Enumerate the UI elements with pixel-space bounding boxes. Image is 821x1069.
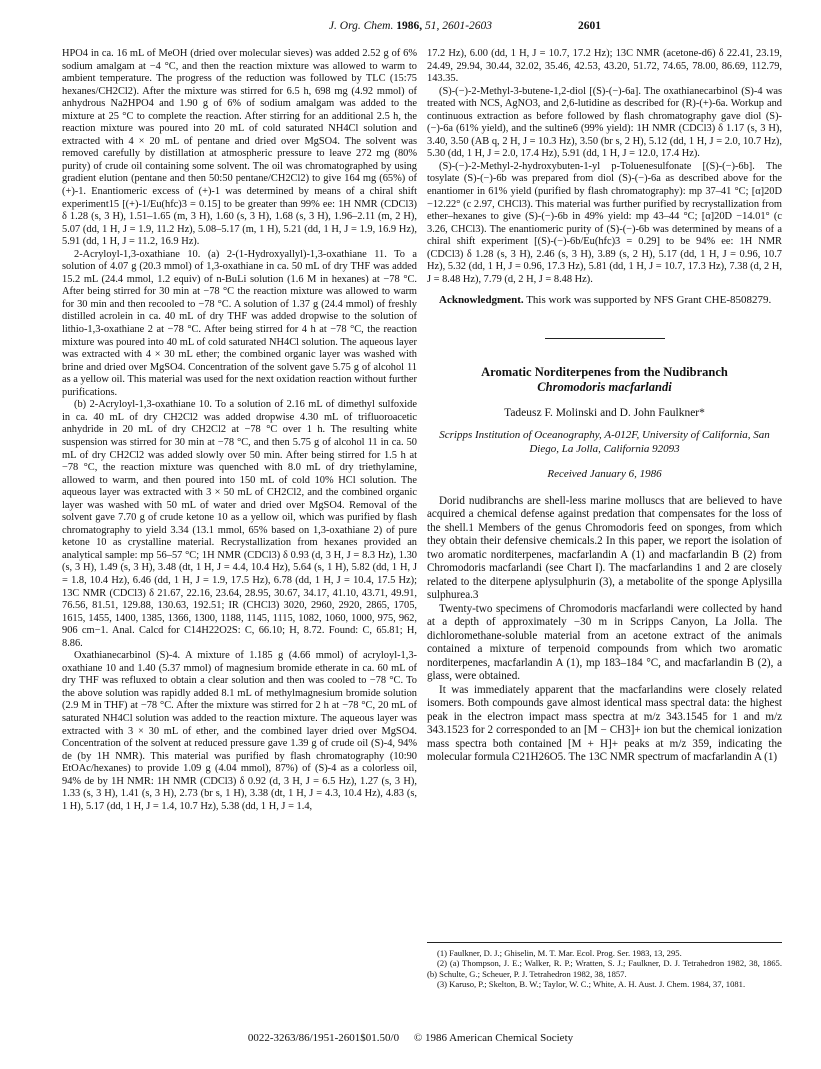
experimental-paragraph: 17.2 Hz), 6.00 (dd, 1 H, J = 10.7, 17.2 Hz); 13C NMR (acetone-d6) δ 22.41, 23.19, 24.49, 29.94, 30.44, 32.02, 35.46, 42.53, 43.20, 51.72, 74.65, 78.00, 86.69, 112.79, 143.35.	[427, 48, 782, 85]
experimental-paragraph: Oxathianecarbinol (S)-4. A mixture of 1.185 g (4.66 mmol) of acryloyl-1,3-oxathiane 10 and 1.40 (5.37 mmol) of magnesium bromide etherate in ca. 60 mL of dry THF was refluxed to obtain a clear solution and then was cooled to −78 °C. To the above solution was rapidly added 8.1 mL of methylmagnesium bromide solution (2.9 M in THF) at −78 °C. After the mixture was stirred for 2 h at −78 °C, 20 mL of saturated NH4Cl solution was added to the reaction mixture. The aqueous layer was extracted with 3 × 30 mL of ether, and the combined layer dried over MgSO4. Concentration of the solvent at reduced pressure gave 1.39 g of crude oil (S)-4, 94% de (by 1H NMR). This material was purified by flash chromatography (10:90 EtOAc/hexanes) to provide 1.09 g (4.04 mmol), 87%) of (S)-4 as a colorless oil, 94% de by 1H NMR: 1H NMR (CDCl3) δ 0.92 (d, 3 H, J = 6.5 Hz), 1.27 (s, 3 H), 1.33 (s, 3 H), 1.41 (s, 3 H), 2.73 (br s, 1 H), 3.38 (dt, 1 H, J = 4.3, 10.4 Hz), 4.83 (s, 1 H), 5.17 (dd, 1 H, J = 1.4, 10.7 Hz), 5.38 (dd, 1 H, J = 1.4,	[62, 650, 417, 812]
article-paragraph: Twenty-two specimens of Chromodoris macfarlandi were collected by hand at a depth of approximately −30 m in Scripps Canyon, La Jolla. The dichloromethane-soluble material from an acetone extract of the animals contained a mixture of terpenoid compounds from which two aromatic norditerpenes, macfarlandin A (1), mp 183–184 °C, and macfarlandin B (2), a glass, were obtained.	[427, 602, 782, 683]
experimental-paragraph: HPO4 in ca. 16 mL of MeOH (dried over molecular sieves) was added 2.52 g of 6% sodium amalgam at −4 °C, and then the reaction mixture was allowed to warm to ambient temperature. The progress of the reduction was followed by TLC (15:75 hexanes/CH2Cl2). After the mixture was stirred for 6.5 h, 698 mg (4.92 mmol) of anhydrous Na2HPO4 and 1.90 g of 6% of sodium amalgam was added to the mixture at 25 °C to complete the reaction. After stirring for an additional 2.5 h, the reaction mixture was poured into 20 mL of cold saturated NH4Cl solution and extracted with 4 × 20 mL of pentane and dried over MgSO4. The solvent was removed carefully by distillation at atmospheric pressure to leave 272 mg (80% purity) of crude oil containing some solvent. The oil was chromatographed by using gradient elution (pentane and then 50:50 pentane/CH2Cl2) to give 164 mg (65%) of (+)-1. Enantiomeric excess of (+)-1 was determined by means of a chiral shift experiment15 [(+)-1/Eu(hfc)3 = 0.15] to be greater than 99% ee: 1H NMR (CDCl3) δ 1.28 (s, 3 H), 1.51–1.65 (m, 3 H), 1.60 (s, 3 H), 1.68 (s, 3 H), 1.96–2.11 (m, 2 H), 5.07 (dd, 1 H, J = 1.9, 11.2 Hz), 5.08–5.17 (m, 1 H), 5.21 (dd, 1 H, J = 1.9, 16.9 Hz), 5.91 (dd, 1 H, J = 11.2, 16.9 Hz).	[62, 48, 417, 248]
article-title-species: Chromodoris macfarlandi	[537, 379, 672, 394]
experimental-paragraph: (S)-(−)-2-Methyl-3-butene-1,2-diol [(S)-(−)-6a]. The oxathianecarbinol (S)-4 was treated with NCS, AgNO3, and 2,6-lutidine as described for (R)-(+)-6a. Workup and continuous extraction as before followed by flash chromatography gave diol (S)-(−)-6a (61% yield), and the sultine6 (99% yield): 1H NMR (CDCl3) δ 1.17 (s, 3 H), 3.40, 3.50 (AB q, 2 H, J = 10.3 Hz), 3.50 (br s, 2 H), 5.12 (dd, 1 H, J = 2.0, 10.7 Hz), 5.30 (dd, 1 H, J = 2.0, 17.4 Hz), 5.91 (dd, 1 H, J = 12.0, 17.4 Hz).	[427, 85, 782, 160]
left-column	[62, 48, 417, 813]
received-date: Received January 6, 1986	[547, 468, 662, 481]
section-divider	[545, 338, 665, 339]
article-affiliation: Scripps Institution of Oceanography, A-012F, University of California, San Diego, La Jolla, California 92093	[439, 429, 770, 455]
article-title-line: Aromatic Norditerpenes from the Nudibranch	[481, 364, 728, 379]
article-authors: Tadeusz F. Molinski and D. John Faulkner*	[504, 406, 705, 419]
journal-citation	[0, 20, 821, 32]
article-title	[427, 365, 782, 395]
acknowledgment-heading: Acknowledgment.	[439, 294, 524, 307]
acknowledgment-text: This work was supported by NFS Grant CHE-8508279.	[526, 294, 772, 307]
footnotes	[427, 942, 782, 989]
experimental-paragraph: (S)-(−)-2-Methyl-2-hydroxybuten-1-yl p-Toluenesulfonate [(S)-(−)-6b]. The tosylate (S)-(−)-6b was prepared from diol (S)-(−)-6a as described above for the enantiomer in 61% yield (purified by flash chromatography): mp 37–41 °C; [α]20D −12.22° (c 2.97, CHCl3). This material was further purified by recrystallization from ether–hexanes to give (S)-(−)-6b in 49% yield: mp 43–44 °C; [α]20D −14.01° (c 3.26, CHCl3). The enantiomeric purity of (S)-(−)-6b was determined by means of a chiral shift experiment [(S)-(−)-6b/Eu(hfc)3 = 0.29] to be 94% ee: 1H NMR (CDCl3) δ 1.28 (s, 3 H), 2.46 (s, 3 H), 3.89 (s, 2 H), 5.17 (dd, 1 H, J = 0.96, 10.7 Hz), 5.32 (dd, 1 H, J = 0.96, 17.3 Hz), 5.81 (dd, 1 H, J = 10.7, 17.3 Hz), 7.38 (d, 2 H, J = 8.48 Hz), 7.79 (d, 2 H, J = 8.48 Hz).	[427, 160, 782, 285]
footnote: (3) Karuso, P.; Skelton, B. W.; Taylor, W. C.; White, A. H. Aust. J. Chem. 1984, 37, 1081.	[437, 978, 746, 989]
journal-year: 1986,	[396, 20, 423, 32]
footer-code: 0022-3263/86/1951-2601$01.50/0	[247, 1032, 400, 1044]
footnote: (2) (a) Thompson, J. E.; Walker, R. P.; Wratten, S. J.; Faulkner, D. J. Tetrahedron 1982, 38, 1865. (b) Schulte, G.; Scheuer, P. J. Tetrahedron 1982, 38, 1857.	[427, 958, 782, 979]
article-paragraph: It was immediately apparent that the macfarlandins were closely related isomers. Both compounds gave almost identical mass spectral data: the highest peak in the electron impact mass spectra at m/z 343.1545 for 1 and m/z 343.1523 for 2 corresponded to an [M − CH3]+ ion but the chemical ionization mass spectra both contained [M + H]+ peaks at m/z 359, indicating the molecular formula C21H26O5. The 13C NMR spectrum of macfarlandin A (1)	[427, 683, 782, 764]
right-column	[427, 48, 782, 765]
experimental-paragraph: (b) 2-Acryloyl-1,3-oxathiane 10. To a solution of 2.16 mL of dimethyl sulfoxide in ca. 40 mL of dry CH2Cl2 was added dropwise 4.30 mL of trifluoroacetic anhydride in 20 mL of dry CH2Cl2 at −78 °C over 1 h. The resulting white suspension was stirred for 30 min at −78 °C, and then 5.75 g of alcohol 11 in ca. 50 mL of dry CH2Cl2 was added slowly over 50 min. After being stirred for 1.5 h at −78 °C, the reaction mixture was quenched with 8.0 mL of dry triethylamine, allowed to warm, and then poured into 150 mL of cold 10% HCl solution. The aqueous layer was extracted with 3 × 50 mL of CH2Cl2, and the combined organic layer was washed with 50 mL of water and dried over MgSO4. Removal of the solvent gave 7.70 g of crude ketone 10 as a yellow oil, which was purified by flash chromatography to yield 3.34 (13.1 mmol, 65% based on 1,3-oxathiane 2) of pure ketone 10 as crystalline material. Recrystallization from hexanes provided an analytical sample: mp 56–57 °C; 1H NMR (CDCl3) δ 0.93 (d, 3 H, J = 8.3 Hz), 1.30 (s, 3 H), 1.49 (s, 3 H), 3.48 (dt, 1 H, J = 4.4, 10.4 Hz), 5.64 (s, 1 H), 5.82 (dd, 1 H, J = 1.8, 10.4 Hz), 6.46 (dd, 1 H, J = 1.9, 17.5 Hz), 6.78 (dd, 1 H, J = 10.4, 17.5 Hz); 13C NMR (CDCl3) δ 21.67, 22.16, 23.64, 28.95, 30.67, 34.17, 41.10, 43.71, 49.91, 76.56, 81.51, 129.88, 130.63, 192.51; IR (CHCl3) 3020, 2960, 2920, 2865, 1705, 1615, 1455, 1400, 1385, 1366, 1300, 1188, 1145, 1115, 1082, 1060, 1000, 975, 962, 906 cm−1. Anal. Calcd for C14H22O2S: C, 66.10; H, 8.72. Found: C, 65.81; H, 8.86.	[62, 399, 417, 649]
footnote: (1) Faulkner, D. J.; Ghiselin, M. T. Mar. Ecol. Prog. Ser. 1983, 13, 295.	[437, 948, 682, 958]
experimental-paragraph: 2-Acryloyl-1,3-oxathiane 10. (a) 2-(1-Hydroxyallyl)-1,3-oxathiane 11. To a solution of 4.07 g (20.3 mmol) of 1,3-oxathiane in ca. 50 mL of dry THF was added 15.2 mL (24.4 mmol, 1.2 equiv) of n-BuLi solution (1.6 M in hexanes) at −78 °C. After being stirred for 30 min at −78 °C the reaction mixture was allowed to warm for 30 min and then recooled to −78 °C. A solution of 1.37 g (24.4 mmol) of freshly distilled acrolein in ca. 40 mL of dry THF was added dropwise to the solution of lithio-1,3-oxathiane 2 at −78 °C. After being stirred for 4 h at −78 °C, the reaction mixture was poured into 40 mL of cold saturated NH4Cl solution. The aqueous layer was extracted with 4 × 30 mL ether; the combined organic layer was washed with brine and dried over MgSO4. Concentration of the solvent gave 5.75 g of alcohol 11 as a yellow oil. This material was used for the next oxidation reaction without further purifications.	[62, 248, 417, 398]
page-footer	[0, 1032, 821, 1044]
footer-copyright: © 1986 American Chemical Society	[413, 1032, 574, 1044]
journal-volume: 51,	[424, 20, 440, 32]
article-paragraph: Dorid nudibranchs are shell-less marine molluscs that are believed to have acquired a chemical defense against predation that compensates for the loss of the shell.1 Members of the genus Chromodoris feed on sponges, from which they obtain their defensive chemicals.2 In this paper, we report the isolation of two aromatic norditerpenes, macfarlandin A (1) and macfarlandin B (2) from Chromodoris macfarlandi (see Chart I). The macfarlandins 1 and 2 are closely related to the diterpene aplysulphurin (3), a metabolite of the sponge Aplysilla sulphurea.3	[427, 494, 782, 602]
acknowledgment	[427, 294, 782, 308]
page-number: 2601	[578, 20, 601, 32]
journal-name: J. Org. Chem.	[328, 20, 394, 32]
running-head	[0, 20, 821, 38]
journal-pages: 2601-2603	[442, 20, 493, 32]
article-body	[427, 495, 782, 765]
